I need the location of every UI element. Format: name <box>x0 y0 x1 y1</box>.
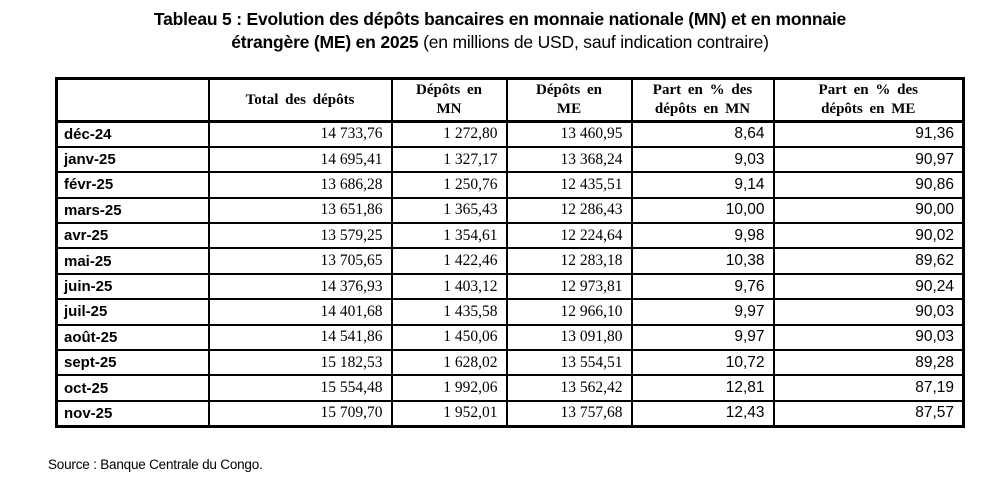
month-cell: déc-24 <box>57 122 209 147</box>
total-cell: 14 695,41 <box>209 147 392 172</box>
table-title-line2-bold: étrangère (ME) en 2025 <box>231 32 419 52</box>
month-cell: juil-25 <box>57 299 209 324</box>
part-me-cell: 90,03 <box>774 299 964 324</box>
part-me-cell: 90,24 <box>774 274 964 299</box>
part-me-cell: 90,97 <box>774 147 964 172</box>
part-mn-cell: 9,98 <box>632 223 774 248</box>
col-header-mn-line2: MN <box>436 101 462 117</box>
mn-cell: 1 250,76 <box>392 172 507 197</box>
col-header-total <box>209 79 392 122</box>
mn-cell: 1 450,06 <box>392 325 507 350</box>
col-header-part-mn-line1: Part en % des <box>652 82 753 98</box>
total-cell: 13 651,86 <box>209 198 392 223</box>
part-me-cell: 89,28 <box>774 350 964 375</box>
me-cell: 12 283,18 <box>507 248 632 273</box>
col-header-me-line2: ME <box>556 101 582 117</box>
table-row <box>57 223 964 248</box>
deposits-table <box>55 77 965 428</box>
total-cell: 15 709,70 <box>209 401 392 426</box>
table-header <box>57 79 964 122</box>
me-cell: 13 091,80 <box>507 325 632 350</box>
month-cell: août-25 <box>57 325 209 350</box>
part-mn-cell: 9,03 <box>632 147 774 172</box>
month-cell: févr-25 <box>57 172 209 197</box>
month-cell: janv-25 <box>57 147 209 172</box>
table-row <box>57 375 964 400</box>
col-header-part-me <box>774 79 964 122</box>
mn-cell: 1 365,43 <box>392 198 507 223</box>
mn-cell: 1 327,17 <box>392 147 507 172</box>
part-mn-cell: 9,14 <box>632 172 774 197</box>
part-mn-cell: 10,38 <box>632 248 774 273</box>
table-row <box>57 198 964 223</box>
table-title-line2-unit: (en millions de USD, sauf indication contraire) <box>423 32 769 52</box>
total-cell: 14 401,68 <box>209 299 392 324</box>
table-row <box>57 325 964 350</box>
table-row <box>57 122 964 147</box>
part-me-cell: 89,62 <box>774 248 964 273</box>
part-me-cell: 90,00 <box>774 198 964 223</box>
part-mn-cell: 10,00 <box>632 198 774 223</box>
mn-cell: 1 952,01 <box>392 401 507 426</box>
table-title <box>0 8 1000 54</box>
month-cell: mai-25 <box>57 248 209 273</box>
total-cell: 15 554,48 <box>209 375 392 400</box>
total-cell: 14 541,86 <box>209 325 392 350</box>
table-title-line1 <box>0 8 1000 31</box>
table-row <box>57 147 964 172</box>
part-mn-cell: 8,64 <box>632 122 774 147</box>
table-row <box>57 172 964 197</box>
col-header-mn-line1: Dépôts en <box>416 82 482 98</box>
me-cell: 12 435,51 <box>507 172 632 197</box>
table-row <box>57 274 964 299</box>
me-cell: 12 966,10 <box>507 299 632 324</box>
part-mn-cell: 12,43 <box>632 401 774 426</box>
mn-cell: 1 435,58 <box>392 299 507 324</box>
part-me-cell: 90,86 <box>774 172 964 197</box>
part-me-cell: 90,03 <box>774 325 964 350</box>
part-mn-cell: 10,72 <box>632 350 774 375</box>
month-cell: mars-25 <box>57 198 209 223</box>
me-cell: 12 286,43 <box>507 198 632 223</box>
month-cell: oct-25 <box>57 375 209 400</box>
table-row <box>57 401 964 426</box>
me-cell: 13 554,51 <box>507 350 632 375</box>
month-cell: sept-25 <box>57 350 209 375</box>
month-cell: nov-25 <box>57 401 209 426</box>
col-header-part-me-line2: dépôts en ME <box>821 101 916 117</box>
col-header-month <box>57 79 209 122</box>
col-header-part-me-line1: Part en % des <box>818 82 918 98</box>
mn-cell: 1 354,61 <box>392 223 507 248</box>
me-cell: 12 973,81 <box>507 274 632 299</box>
table-title-line1-text: Tableau 5 : Evolution des dépôts bancaires en monnaie nationale (MN) et en monnaie <box>153 9 847 29</box>
month-cell: avr-25 <box>57 223 209 248</box>
table-body <box>57 122 964 427</box>
table-row <box>57 299 964 324</box>
mn-cell: 1 422,46 <box>392 248 507 273</box>
total-cell: 14 376,93 <box>209 274 392 299</box>
part-mn-cell: 9,97 <box>632 299 774 324</box>
me-cell: 12 224,64 <box>507 223 632 248</box>
mn-cell: 1 272,80 <box>392 122 507 147</box>
me-cell: 13 757,68 <box>507 401 632 426</box>
part-me-cell: 91,36 <box>774 122 964 147</box>
table-row <box>57 350 964 375</box>
table-title-line2 <box>0 31 1000 54</box>
part-mn-cell: 12,81 <box>632 375 774 400</box>
mn-cell: 1 403,12 <box>392 274 507 299</box>
mn-cell: 1 628,02 <box>392 350 507 375</box>
mn-cell: 1 992,06 <box>392 375 507 400</box>
col-header-part-mn <box>632 79 774 122</box>
total-cell: 13 705,65 <box>209 248 392 273</box>
me-cell: 13 368,24 <box>507 147 632 172</box>
col-header-total-line1: Total des dépôts <box>245 91 355 108</box>
header-row <box>57 79 964 122</box>
total-cell: 14 733,76 <box>209 122 392 147</box>
part-me-cell: 90,02 <box>774 223 964 248</box>
me-cell: 13 562,42 <box>507 375 632 400</box>
col-header-part-mn-line2: dépôts en MN <box>654 101 751 117</box>
total-cell: 15 182,53 <box>209 350 392 375</box>
total-cell: 13 686,28 <box>209 172 392 197</box>
table-row <box>57 248 964 273</box>
month-cell: juin-25 <box>57 274 209 299</box>
part-me-cell: 87,19 <box>774 375 964 400</box>
part-mn-cell: 9,97 <box>632 325 774 350</box>
part-mn-cell: 9,76 <box>632 274 774 299</box>
part-me-cell: 87,57 <box>774 401 964 426</box>
total-cell: 13 579,25 <box>209 223 392 248</box>
col-header-me-line1: Dépôts en <box>536 82 602 98</box>
source-note: Source : Banque Centrale du Congo. <box>48 457 263 472</box>
col-header-me <box>507 79 632 122</box>
col-header-mn <box>392 79 507 122</box>
me-cell: 13 460,95 <box>507 122 632 147</box>
